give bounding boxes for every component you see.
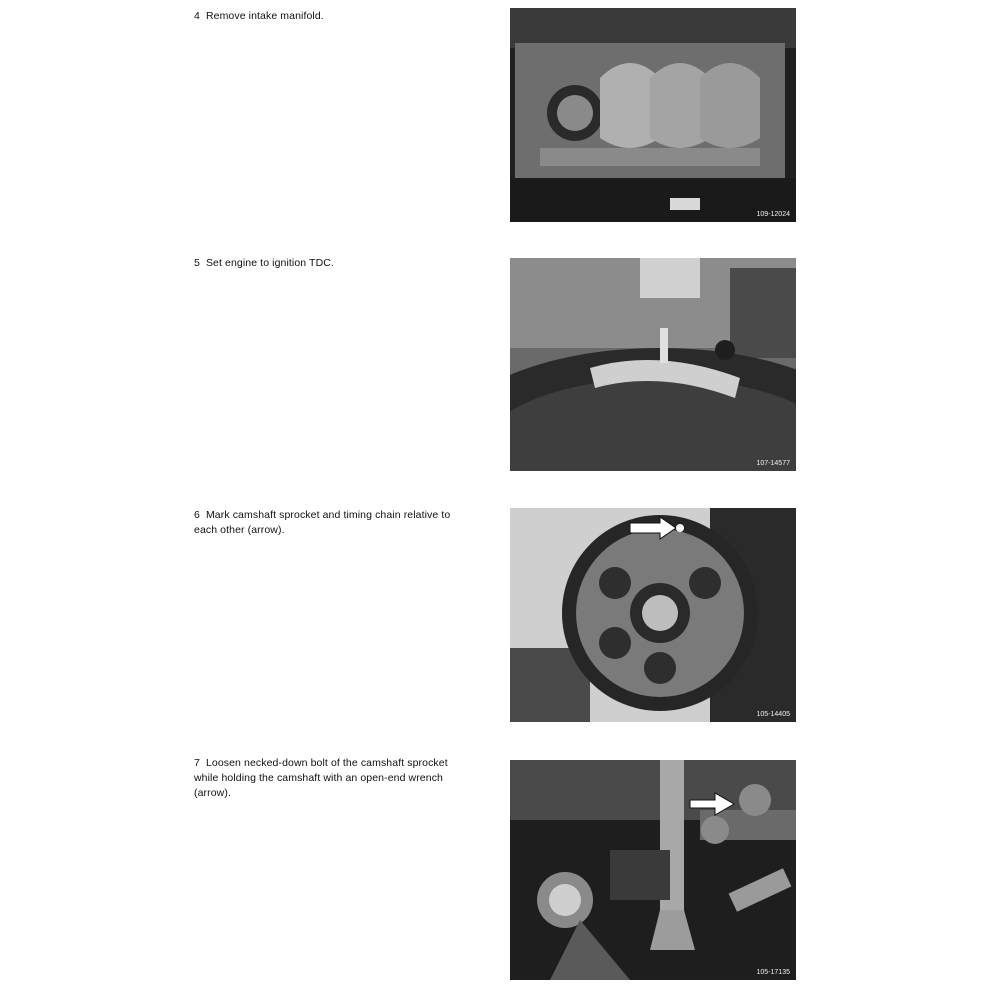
step-number: 5 [194, 257, 200, 269]
camshaft-sprocket-photo [510, 508, 796, 722]
step-number: 4 [194, 10, 200, 22]
intake-manifold-photo [510, 8, 796, 222]
step-7-instruction [194, 756, 464, 801]
figure-id: 107-14577 [756, 460, 790, 467]
step-text: Remove intake manifold. [205, 10, 324, 22]
figure-id: 105-17135 [756, 969, 790, 976]
step-text: Mark camshaft sprocket and timing chain relative to each other (arrow). [194, 509, 451, 536]
step-text: Loosen necked-down bolt of the camshaft sprocket while holding the camshaft with an open-end wrench (arrow). [194, 757, 448, 799]
camshaft-wrench-photo [510, 760, 796, 980]
step-6-instruction [194, 508, 464, 538]
figure-id: 109-12024 [756, 211, 790, 218]
figure-id: 105-14405 [756, 711, 790, 718]
step-number: 7 [194, 757, 200, 769]
step-text: Set engine to ignition TDC. [205, 257, 334, 269]
step-number: 6 [194, 509, 200, 521]
step-4-instruction [194, 9, 464, 24]
step-5-instruction [194, 256, 464, 271]
crankshaft-pulley-timing-photo [510, 258, 796, 471]
